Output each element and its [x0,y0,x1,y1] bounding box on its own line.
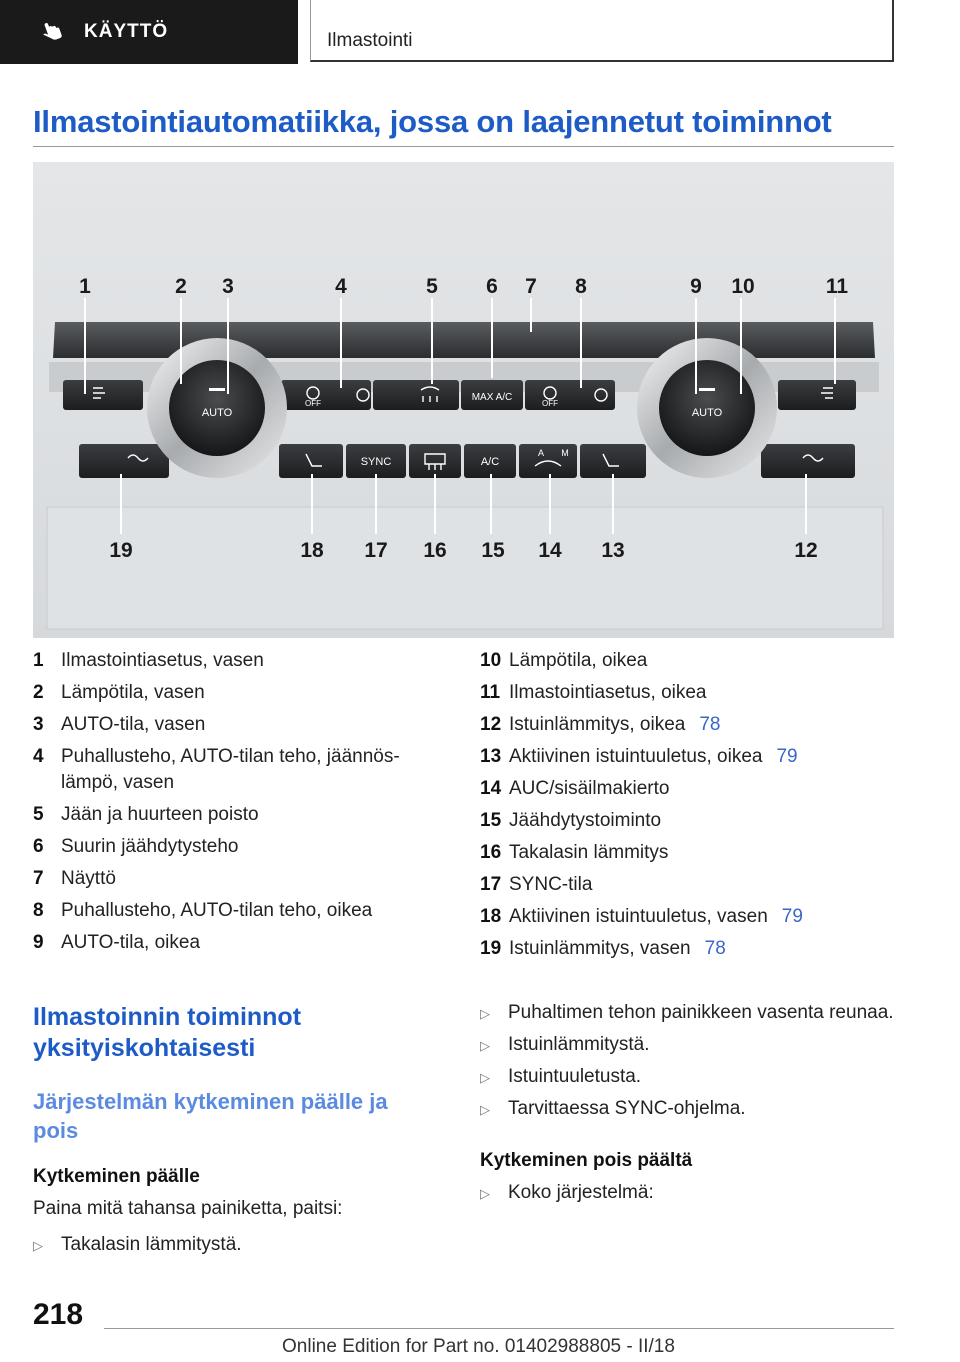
callout-19: 19 [109,539,133,562]
callout-13: 13 [601,539,625,562]
footer-edition: Online Edition for Part no. 01402988805 - II/18 [282,1336,675,1357]
page-reference-link[interactable]: 78 [704,938,726,959]
page-reference-link[interactable]: 78 [699,714,721,735]
climate-panel-illustration [33,162,894,638]
callout-17: 17 [364,539,388,562]
switch-on-label: Kytkeminen päälle [33,1166,200,1187]
off-right-label: OFF [542,399,558,408]
title-divider [33,146,894,147]
callout-9: 9 [690,275,702,298]
switch-on-intro: Paina mitä tahansa painiketta, paitsi: [33,1198,343,1219]
page-number: 218 [33,1298,84,1331]
subsection-heading: Järjestelmän kytkeminen päälle ja pois [33,1089,388,1143]
callout-18: 18 [300,539,324,562]
page-reference-link[interactable]: 79 [781,906,803,927]
callout-2: 2 [175,275,187,298]
callout-11: 11 [825,275,849,298]
bullet-triangle-icon: ▷ [33,1238,43,1253]
auto-left-label: AUTO [201,407,233,419]
callout-6: 6 [486,275,498,298]
hand-icon [40,19,66,45]
bullet-triangle-icon: ▷ [480,1102,490,1117]
page-reference-link[interactable]: 79 [776,746,798,767]
sync-label: SYNC [360,456,392,468]
switch-off-label: Kytkeminen pois päältä [480,1150,693,1171]
legend-right: 10 Lämpötila, oikea 11 Ilmastointiasetus, oikea 12 Istuinlämmitys, oikea 78 13 Aktiivinen istuintuuletus, oikea 79 14 AUC/sisäilmakierto 15 Jäähdytystoiminto 16 Takalasin lämmitys 17 SYNC-tila 18 Aktiivinen istuintuuletus, vasen 79 19 Istuinlämmitys, vasen 78 [480,650,803,959]
section-label: KÄYTTÖ [84,21,169,42]
bullet-triangle-icon: ▷ [480,1006,490,1021]
climate-panel-figure [33,162,894,638]
callout-7: 7 [525,275,537,298]
section-tab [0,0,298,64]
section-heading: Ilmastoinnin toiminnot yksityiskohtaisesti [33,1003,302,1062]
off-left-label: OFF [305,399,321,408]
chapter-tab [310,0,894,62]
auto-right-label: AUTO [691,407,723,419]
callout-8: 8 [575,275,587,298]
callout-16: 16 [423,539,447,562]
callout-12: 12 [794,539,818,562]
callout-14: 14 [538,539,562,562]
bullet-triangle-icon: ▷ [480,1038,490,1053]
callout-15: 15 [481,539,505,562]
ac-label: A/C [480,456,500,468]
footer-divider [104,1328,894,1329]
legend-left: 1 Ilmastointiasetus, vasen 2 Lämpötila, vasen 3 AUTO-tila, vasen 4 Puhallusteho, AUTO-tilan teho, jäännös- lämpö, vasen 5 Jään ja huurteen poisto 6 Suurin jäähdytysteho 7 Näyttö 8 Puhallusteho, AUTO-tilan teho, oikea 9 AUTO-tila, oikea [33,650,400,953]
callout-1: 1 [79,275,91,298]
callout-10: 10 [731,275,755,298]
a-label: A [537,448,545,458]
chapter-label: Ilmastointi [327,30,413,51]
page-title: Ilmastointiautomatiikka, jossa on laajennetut toiminnot [33,104,832,139]
callout-4: 4 [335,275,347,298]
bullet-triangle-icon: ▷ [480,1070,490,1085]
bullet-triangle-icon: ▷ [480,1186,490,1201]
callout-5: 5 [426,275,438,298]
callout-3: 3 [222,275,234,298]
max-ac-label: MAX A/C [471,392,513,403]
m-label: M [561,448,569,458]
